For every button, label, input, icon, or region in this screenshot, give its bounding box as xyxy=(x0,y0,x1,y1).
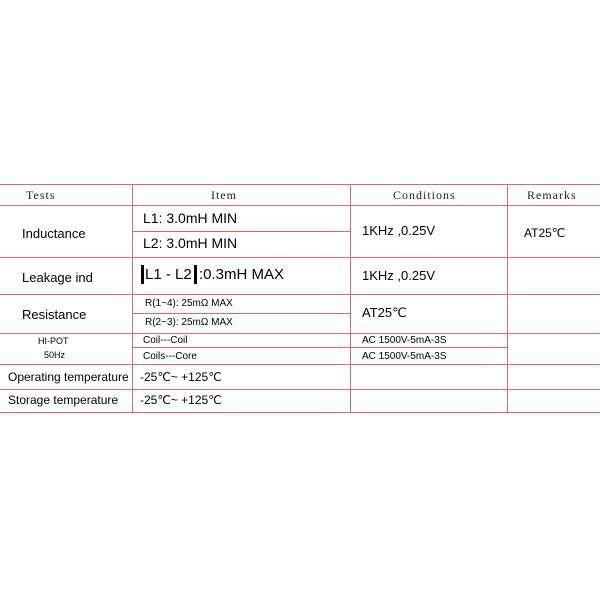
item-coils-core: Coils---Core xyxy=(143,351,197,362)
condition-hipot-2: AC 1500V-5mA-3S xyxy=(362,351,447,362)
test-hipot: HI-POT xyxy=(38,336,69,346)
condition-resistance: AT25℃ xyxy=(362,305,407,320)
item-storage-temp: -25℃~ +125℃ xyxy=(140,393,222,407)
item-operating-temp: -25℃~ +125℃ xyxy=(140,370,222,384)
item-coil-coil: Coil---Coil xyxy=(143,335,188,346)
remark-inductance: AT25℃ xyxy=(524,226,566,240)
test-storage-temp: Storage temperature xyxy=(8,393,119,407)
item-leakage-value: :0.3mH MAX xyxy=(199,266,285,283)
test-resistance: Resistance xyxy=(22,307,87,322)
table-line xyxy=(350,184,351,413)
table-line xyxy=(132,313,350,314)
test-hipot-freq: 50Hz xyxy=(44,350,66,360)
table-line xyxy=(132,231,350,232)
table-line xyxy=(132,184,133,413)
item-leakage-pins: L1 - L2 xyxy=(145,266,192,283)
test-inductance: Inductance xyxy=(22,226,86,241)
table-line xyxy=(0,389,600,390)
header-tests: Tests xyxy=(26,188,56,202)
table-line xyxy=(0,205,600,206)
table-line xyxy=(0,184,600,185)
table-line xyxy=(0,412,600,413)
condition-hipot-1: AC 1500V-5mA-3S xyxy=(362,335,447,346)
header-item: Item xyxy=(211,188,237,202)
header-conditions: Conditions xyxy=(393,188,456,202)
item-r23: R(2~3): 25mΩ MAX xyxy=(145,317,233,328)
table-line xyxy=(0,364,600,365)
table-line xyxy=(0,333,600,334)
table-line xyxy=(0,294,600,295)
condition-leakage: 1KHz ,0.25V xyxy=(362,268,435,283)
marker-bar xyxy=(194,265,197,284)
condition-inductance: 1KHz ,0.25V xyxy=(362,223,435,238)
header-remarks: Remarks xyxy=(527,188,577,202)
test-operating-temp: Operating temperature xyxy=(8,370,129,384)
marker-bar xyxy=(141,265,144,284)
table-line xyxy=(507,184,508,413)
item-l2-inductance: L2: 3.0mH MIN xyxy=(143,235,238,251)
table-line xyxy=(132,347,507,348)
test-leakage: Leakage ind xyxy=(22,270,93,285)
item-l1-inductance: L1: 3.0mH MIN xyxy=(143,210,238,226)
item-r14: R(1~4): 25mΩ MAX xyxy=(145,298,233,309)
table-line xyxy=(0,257,600,258)
